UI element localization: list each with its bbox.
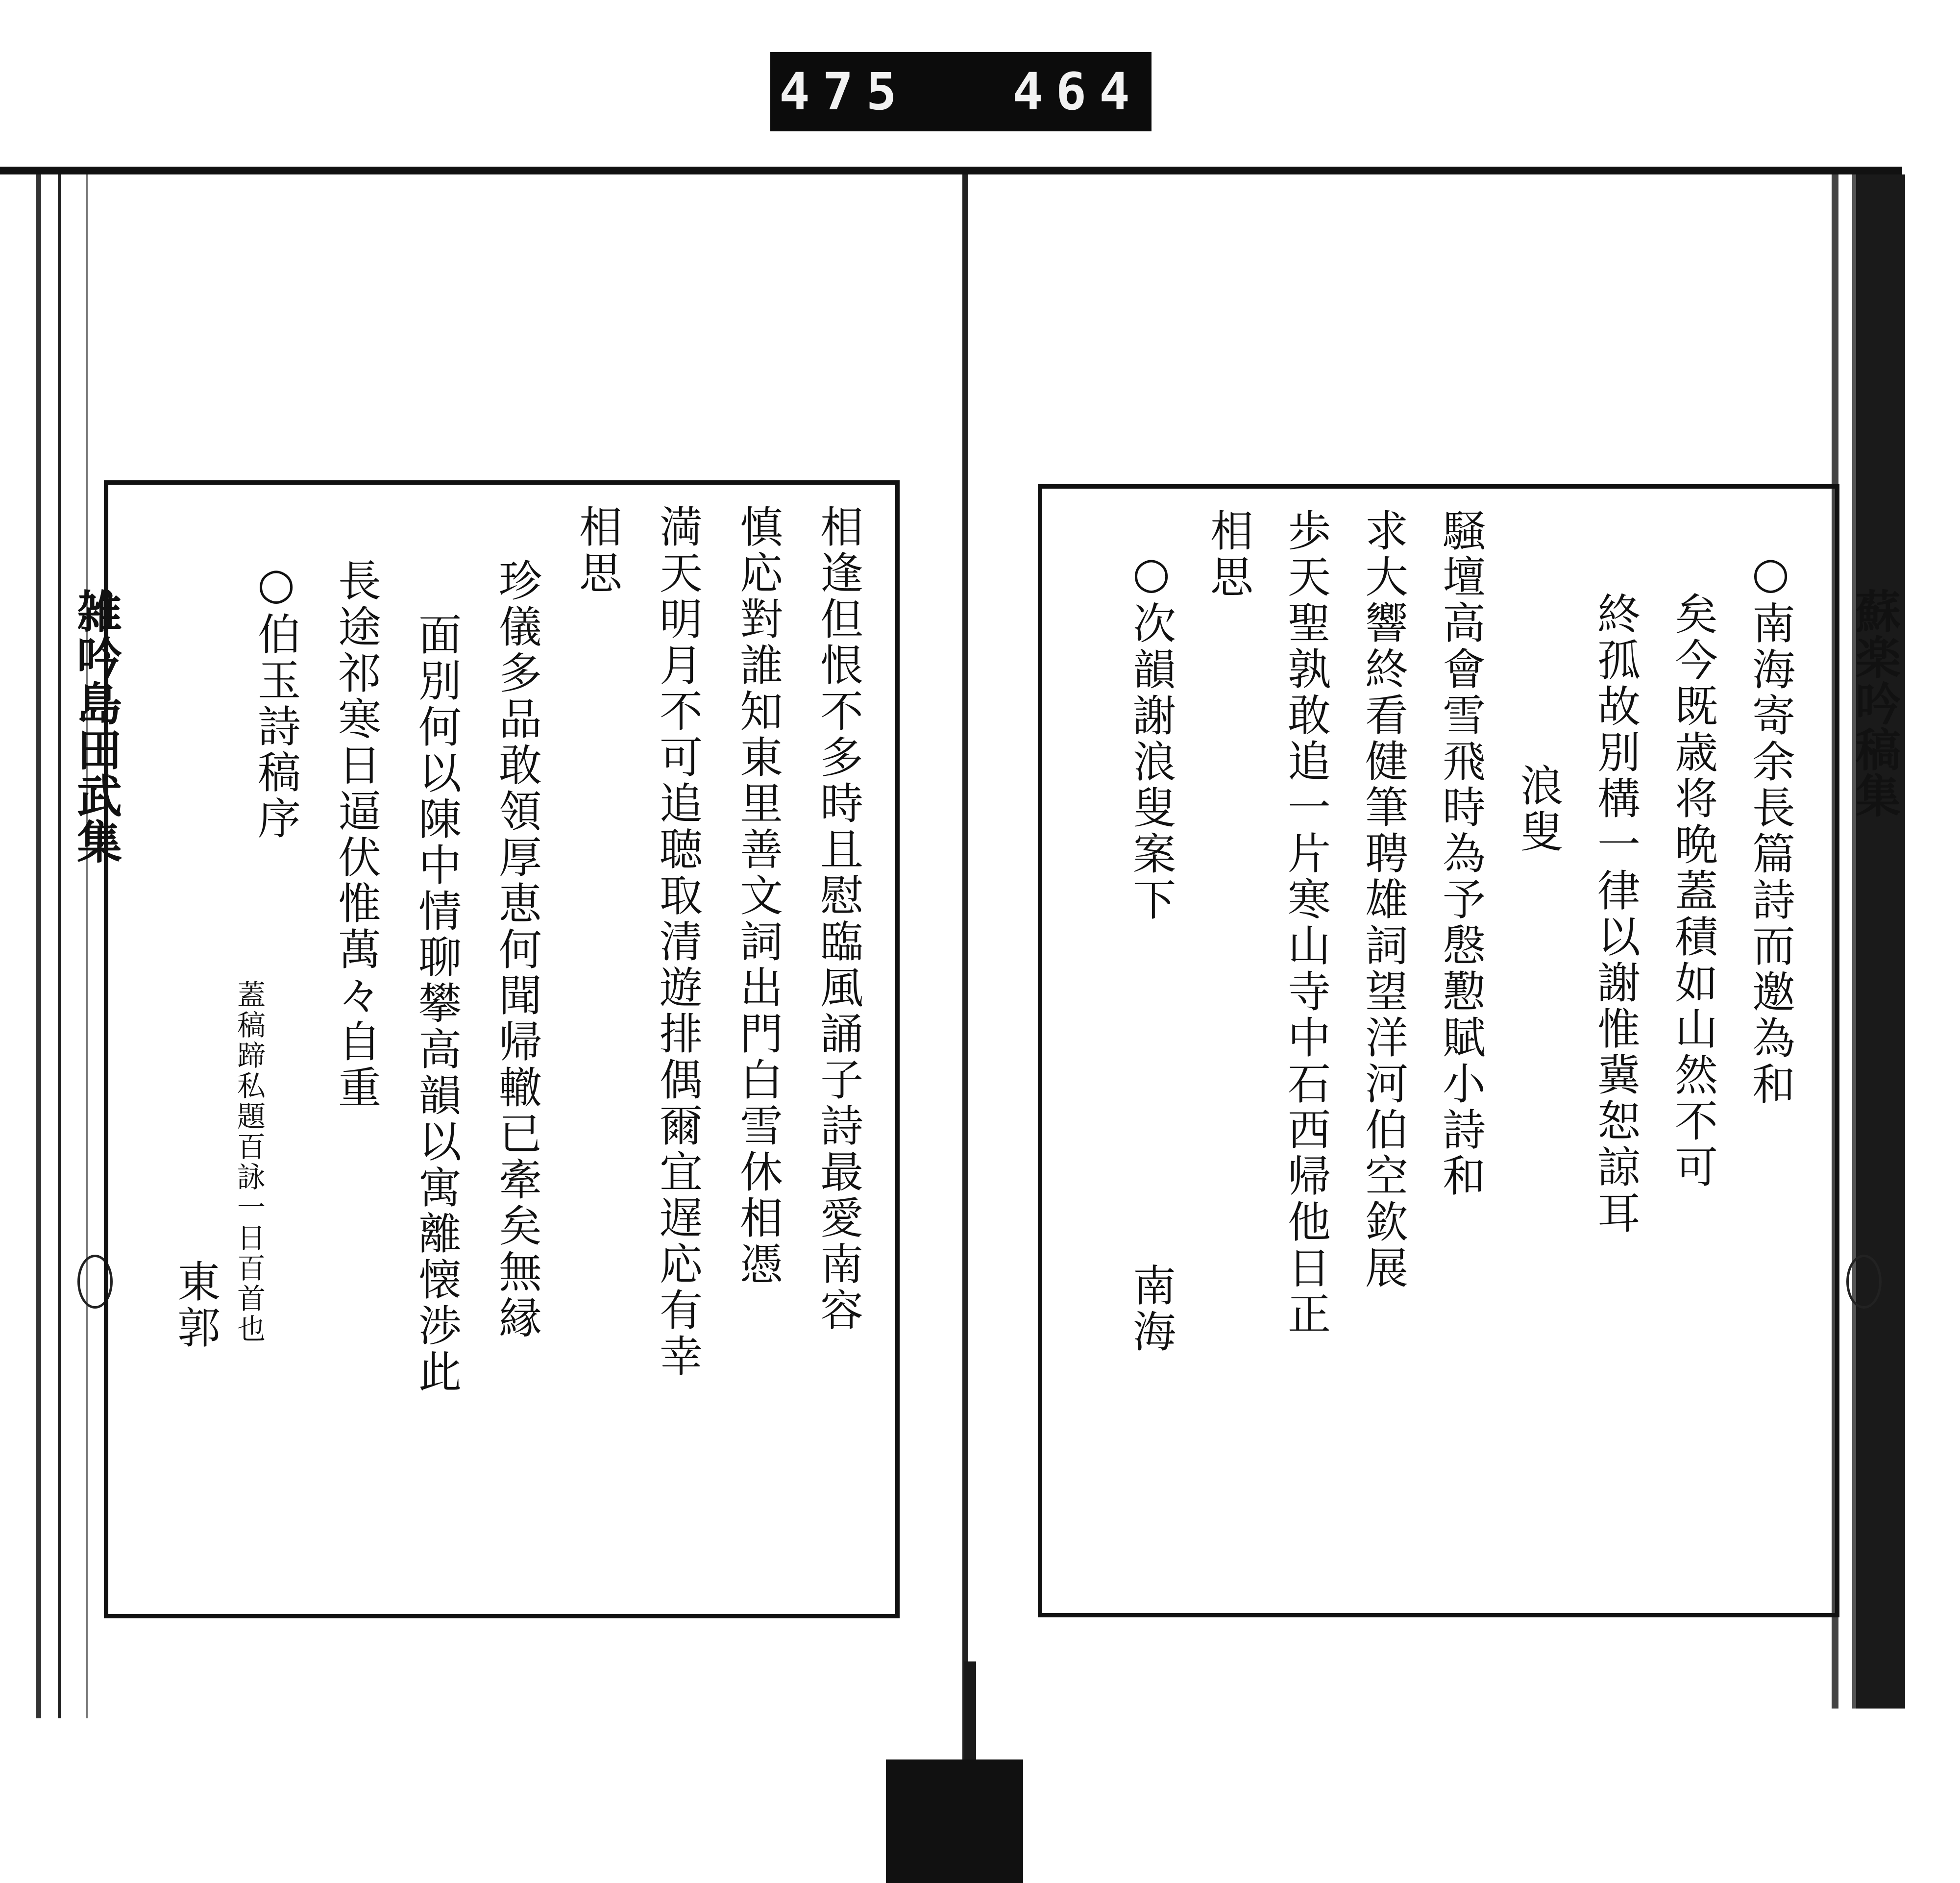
text-column-note: 蓋稿蹄私題百詠一日百首也 <box>232 980 266 1344</box>
text-column: 歩天聖孰敢追一片寒山寺中石西帰他日正 <box>1281 508 1331 1338</box>
text-column-signature: 南海 <box>1126 1263 1176 1355</box>
text-column: 求大響終看健筆聘雄詞望洋河伯空欽展 <box>1358 508 1409 1291</box>
text-column: 相思 <box>1203 508 1254 600</box>
text-column: ○次韻謝浪叟案下 <box>1126 547 1176 923</box>
text-column-signature: 東郭 <box>171 1259 221 1351</box>
text-column: 騒壇高會雪飛時為予慇懃賦小詩和 <box>1436 508 1486 1199</box>
text-column: 珍儀多品敢領厚恵何聞帰轍已牽矣無縁 <box>492 558 542 1341</box>
text-column: 相思 <box>572 504 623 596</box>
left-margin-title: 雑吟島田武集 <box>70 588 122 865</box>
right-page-edge <box>1852 174 1905 1709</box>
text-column: 長途祁寒日逼伏惟萬々自重 <box>331 558 382 1111</box>
text-column: ○伯玉詩稿序 <box>251 558 301 842</box>
text-column: 満天明月不可追聴取清遊排偶爾宜遅応有幸 <box>653 504 703 1380</box>
text-column: 相逢但恨不多時且慰臨風誦子詩最愛南容 <box>813 504 864 1334</box>
bottom-clamp <box>886 1759 1023 1883</box>
book-top-edge <box>0 167 1902 174</box>
spine-foot <box>964 1661 976 1774</box>
text-column: 矣今既歳将晩蓋積如山然不可 <box>1668 592 1718 1190</box>
right-page-text-frame <box>1038 484 1839 1617</box>
text-column: ○南海寄余長篇詩而邀為和 <box>1745 547 1796 1108</box>
left-page-edge <box>58 174 88 1718</box>
frame-counter <box>770 52 1152 131</box>
frame-number-right: 464 <box>1012 62 1143 122</box>
text-column: 浪叟 <box>1513 763 1564 855</box>
text-column: 面別何以陳中情聊攀高韻以寓離懐渉此 <box>412 612 462 1395</box>
left-page-text-frame <box>104 480 900 1618</box>
text-column: 慎応對誰知東里善文詞出門白雪休相憑 <box>733 504 784 1288</box>
right-margin-title: 蘇楽吟稿集 <box>1848 588 1901 818</box>
book-spine <box>962 174 968 1767</box>
frame-number-left: 475 <box>779 62 909 122</box>
left-page-edge-outer <box>36 174 41 1718</box>
text-column: 終孤故別構一律以謝惟冀恕諒耳 <box>1591 592 1641 1237</box>
binding-hole-right <box>1846 1255 1882 1309</box>
